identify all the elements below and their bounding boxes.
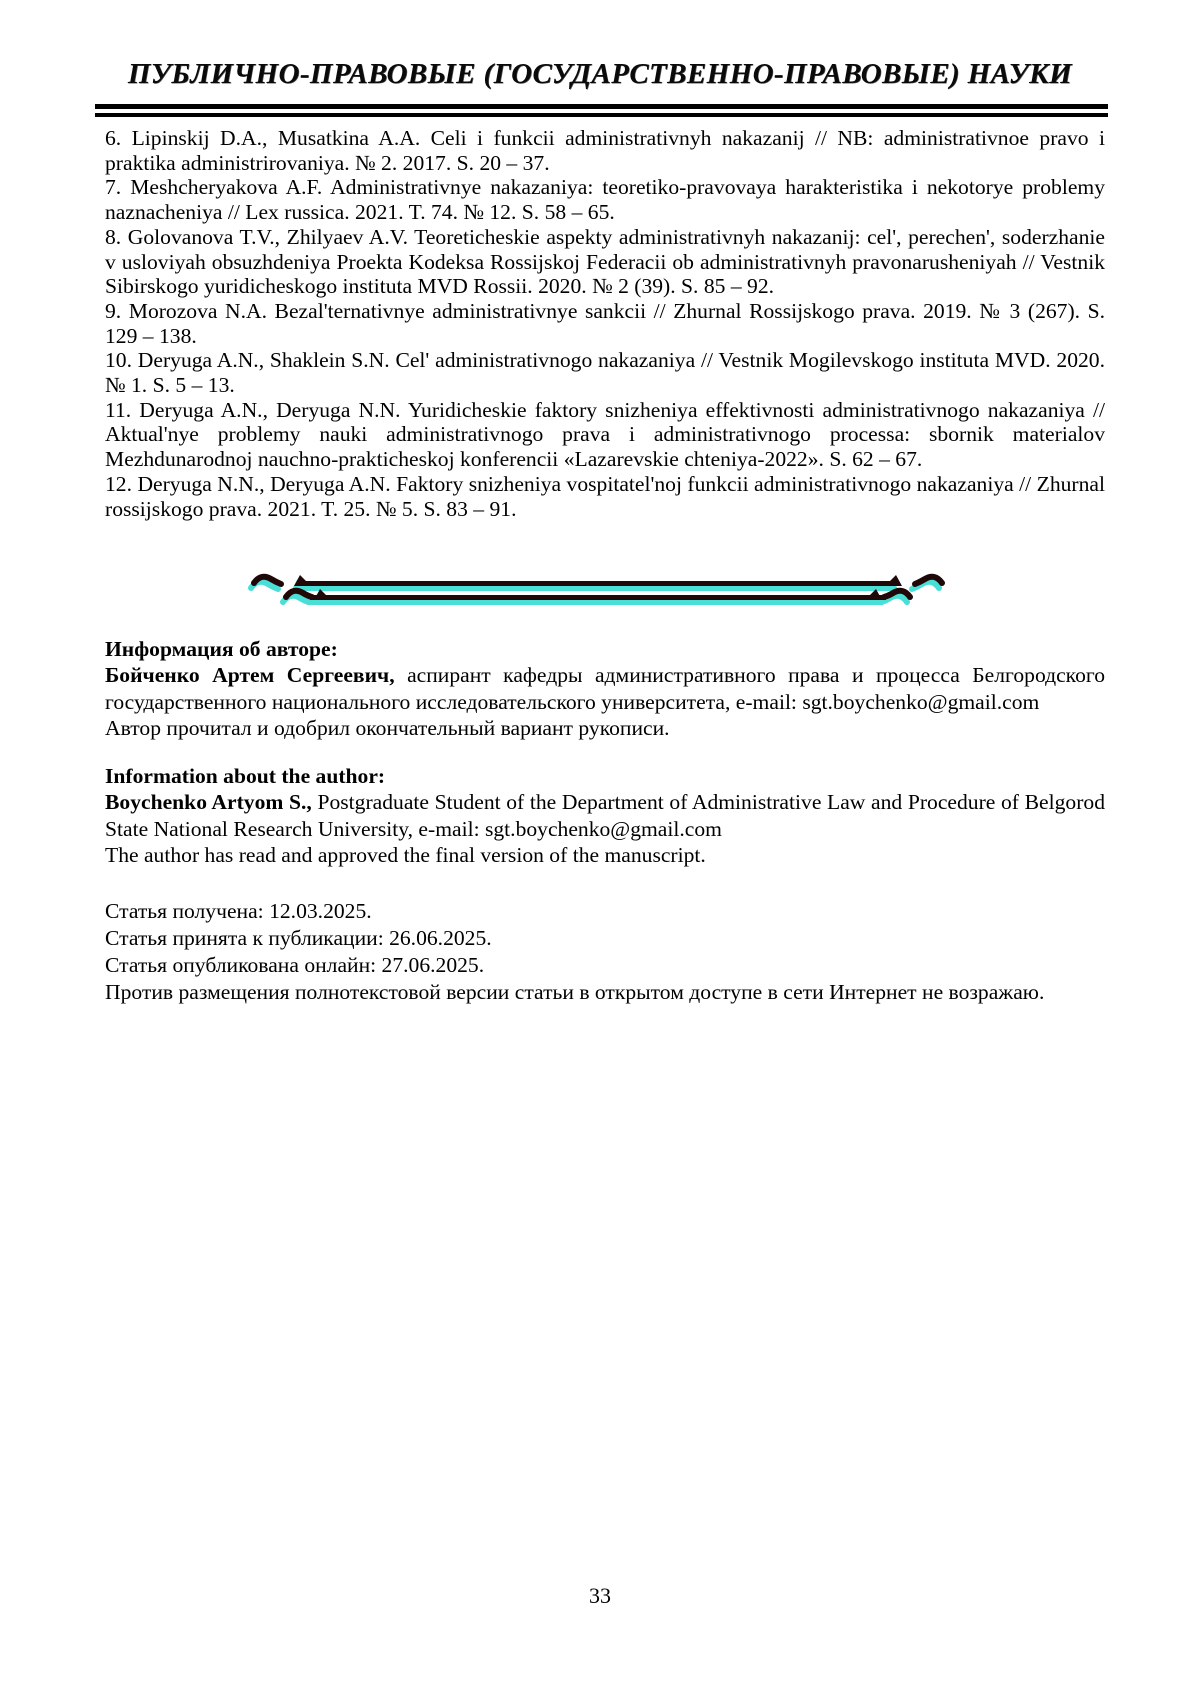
reference-item: 11. Deryuga A.N., Deryuga N.N. Yuridicheskie faktory snizheniya effektivnosti administrativnogo nakazaniya // Aktual'nye problemy nauki administrativnogo prava i administrativnogo processa: sbornik materialov Mezhdunarodnoj nauchno-prakticheskoj konferencii «Lazarevskie chteniya-2022». S. 62 – 67. bbox=[105, 397, 1105, 472]
author-info-ru-heading: Информация об авторе: bbox=[105, 637, 338, 661]
reference-item: 12. Deryuga N.N., Deryuga A.N. Faktory snizheniya vospitatel'noj funkcii administrativnogo nakazaniya // Zhurnal rossijskogo prava. 2021. T. 25. № 5. S. 83 – 91. bbox=[105, 471, 1105, 521]
author-info-en-paragraph bbox=[105, 789, 1105, 842]
header-double-rule bbox=[95, 104, 1108, 117]
reference-item: 9. Morozova N.A. Bezal'ternativnye administrativnye sankcii // Zhurnal Rossijskogo prava. 2019. № 3 (267). S. 129 – 138. bbox=[105, 298, 1105, 348]
article-dates-section bbox=[105, 898, 1105, 1006]
author-description-ru: аспирант кафедры административного права и процесса Белгородского государственного национального исследовательского университета, e-mail: sgt.boychenko@gmail.com bbox=[105, 663, 1105, 714]
reference-item: 6. Lipinskij D.A., Musatkina A.A. Celi i funkcii administrativnyh nakazanij // NB: administrativnoe pravo i praktika administrirovaniya. № 2. 2017. S. 20 – 37. bbox=[105, 126, 1105, 175]
reference-item: 7. Meshcheryakova A.F. Administrativnye nakazaniya: teoretiko-pravovaya harakteristika i nekotorye problemy naznacheniya // Lex russica. 2021. T. 74. № 12. S. 58 – 65. bbox=[105, 175, 1105, 225]
running-head-title: ПУБЛИЧНО-ПРАВОВЫЕ (ГОСУДАРСТВЕННО-ПРАВОВЫЕ) НАУКИ bbox=[127, 58, 1073, 90]
author-info-ru-paragraph bbox=[105, 662, 1105, 715]
page-number: 33 bbox=[589, 1583, 611, 1608]
date-accepted: Статья принята к публикации: 26.06.2025. bbox=[105, 926, 492, 950]
reference-item: 8. Golovanova T.V., Zhilyaev A.V. Teoreticheskie aspekty administrativnyh nakazanij: cel', perechen', soderzhanie v usloviyah obsuzhdeniya Proekta Kodeksa Rossijskoj Federacii ob administrativnyh pravonarusheniyah // Vestnik Sibirskogo yuridicheskogo instituta MVD Rossii. 2020. № 2 (39). S. 85 – 92. bbox=[105, 224, 1105, 299]
reference-item: 10. Deryuga A.N., Shaklein S.N. Cel' administrativnogo nakazaniya // Vestnik Mogilevskogo instituta MVD. 2020. № 1. S. 5 – 13. bbox=[105, 348, 1105, 398]
references-section bbox=[105, 126, 1105, 521]
open-access-note: Против размещения полнотекстовой версии статьи в открытом доступе в сети Интернет не возражаю. bbox=[105, 980, 1045, 1004]
author-note-en: The author has read and approved the final version of the manuscript. bbox=[105, 842, 706, 867]
author-name-ru: Бойченко Артем Сергеевич, bbox=[105, 663, 395, 688]
author-note-ru: Автор прочитал и одобрил окончательный вариант рукописи. bbox=[105, 715, 670, 740]
author-name-en: Boychenko Artyom S., bbox=[105, 790, 312, 815]
author-info-ru-section bbox=[105, 636, 1105, 741]
date-published-online: Статья опубликована онлайн: 27.06.2025. bbox=[105, 953, 485, 977]
author-info-en-heading: Information about the author: bbox=[105, 764, 386, 788]
author-info-en-section bbox=[105, 763, 1105, 868]
date-received: Статья получена: 12.03.2025. bbox=[105, 899, 372, 923]
decorative-divider-icon bbox=[248, 569, 948, 615]
author-description-en: Postgraduate Student of the Department of Administrative Law and Procedure of Belgorod State National Research University, e-mail: sgt.boychenko@gmail.com bbox=[105, 790, 1105, 841]
